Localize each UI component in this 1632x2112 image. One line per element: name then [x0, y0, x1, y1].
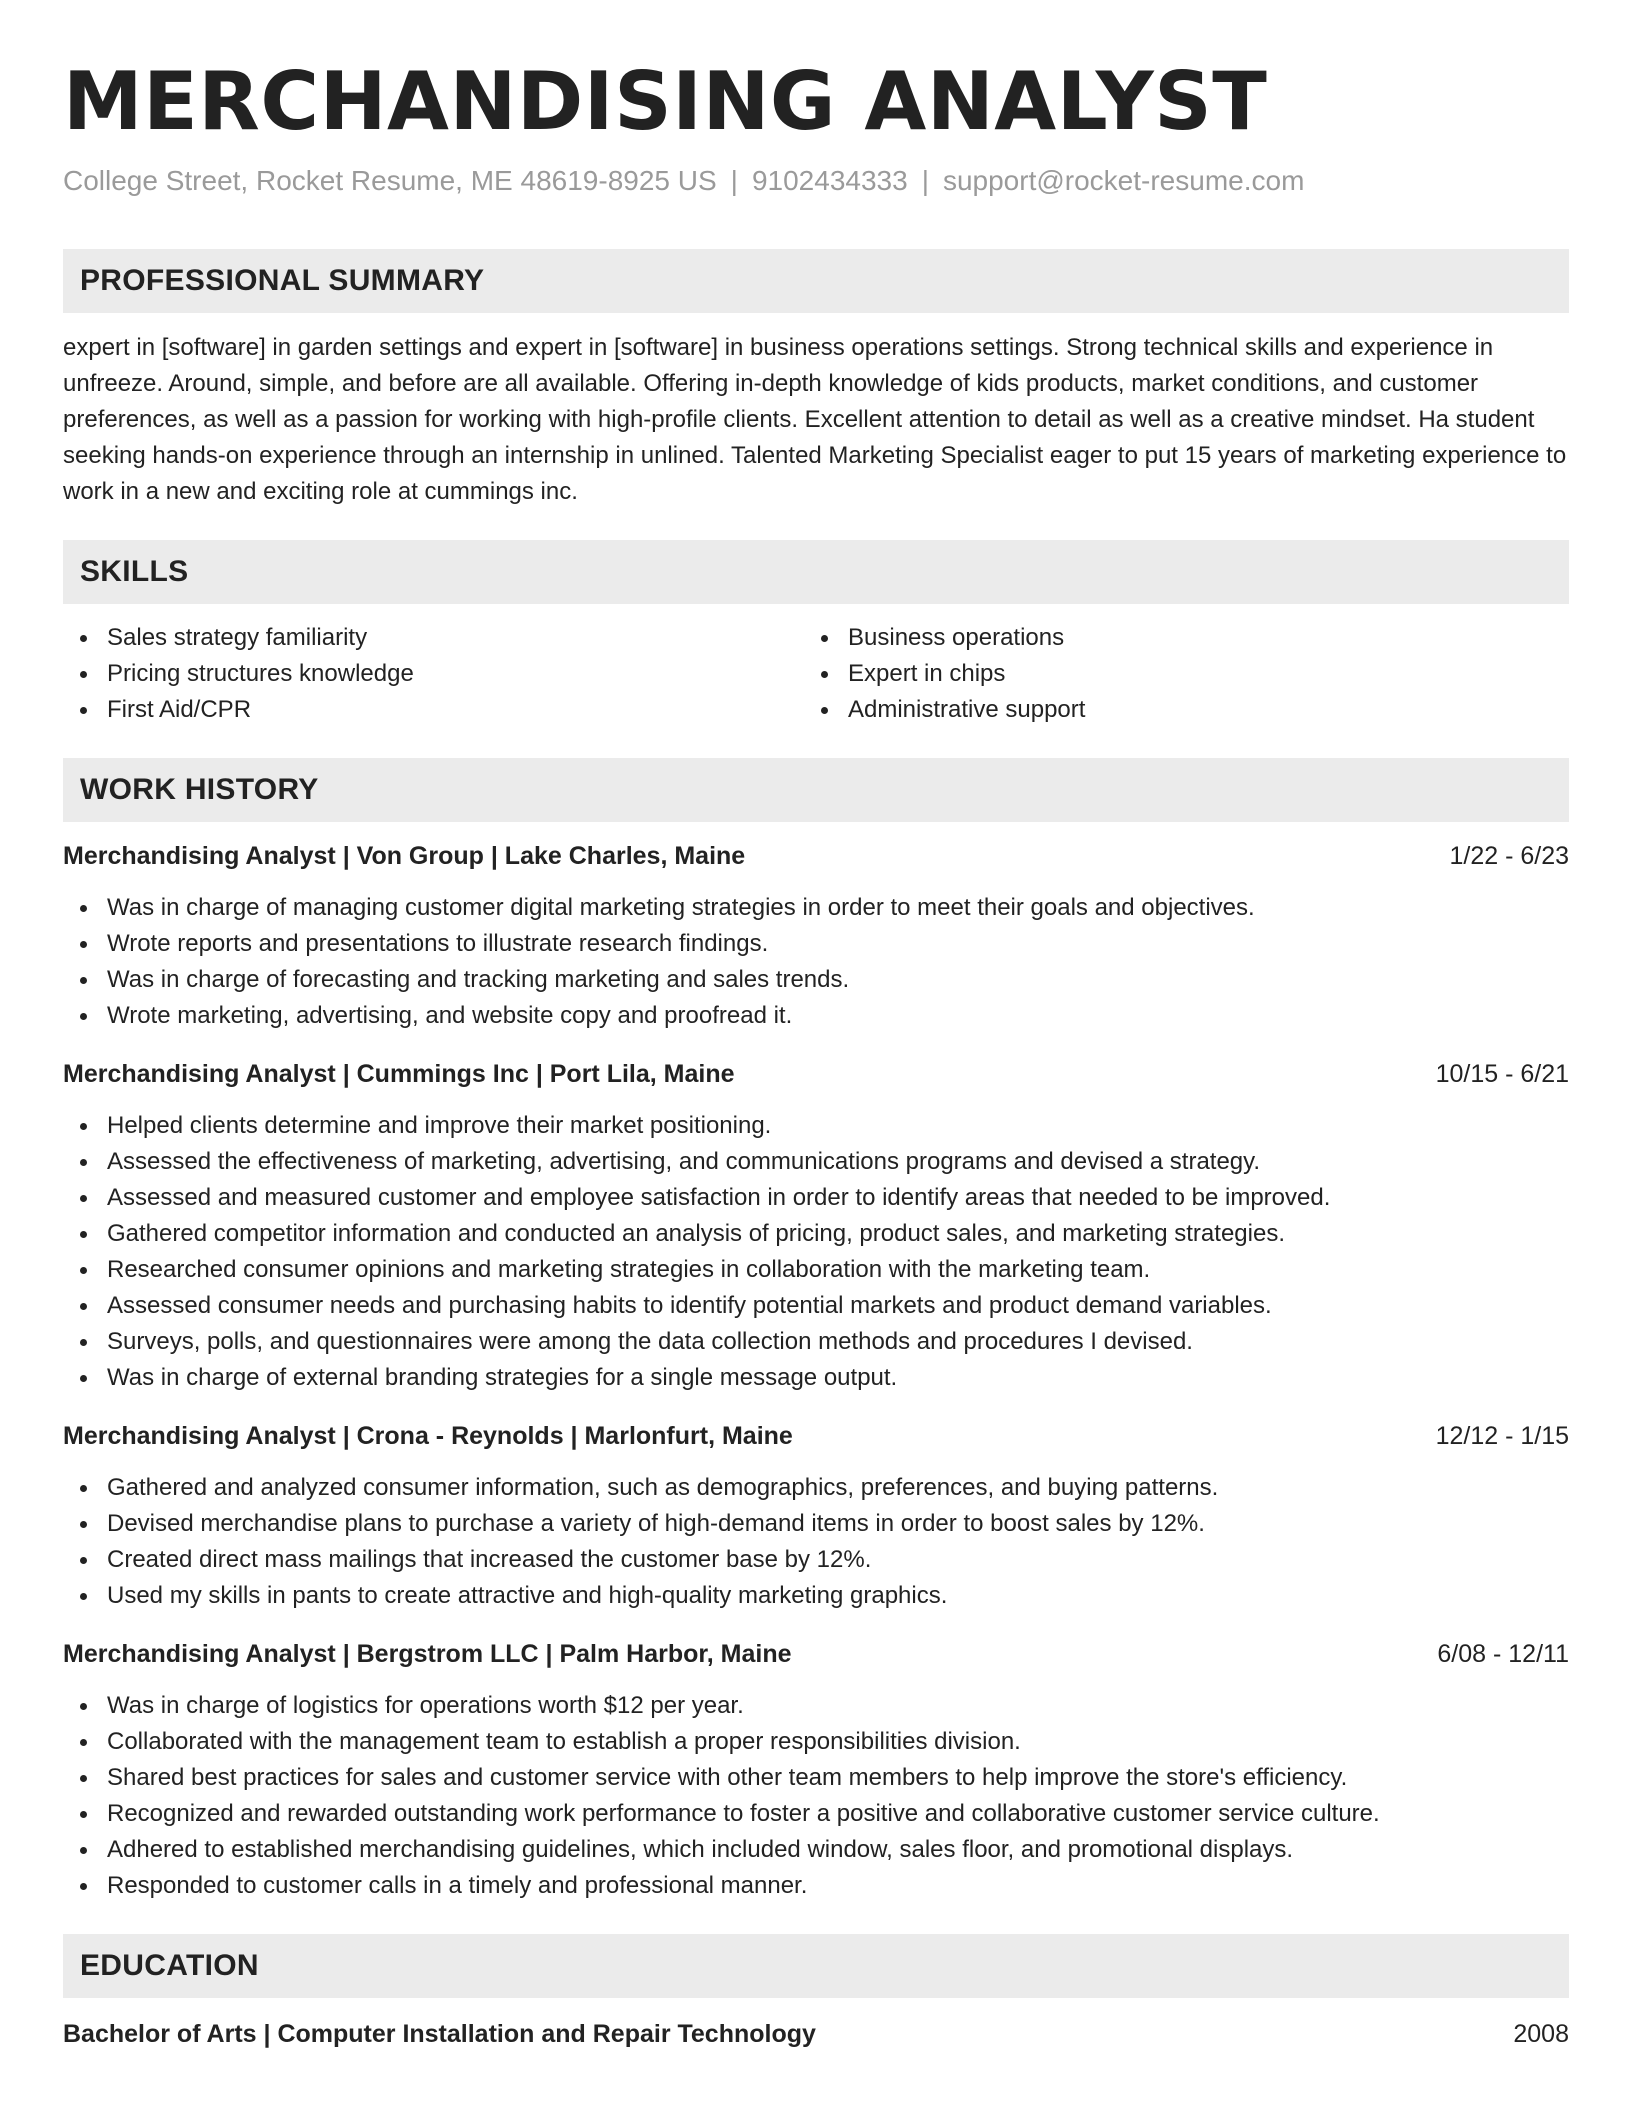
job-title: Merchandising Analyst | Von Group | Lake Charles, Maine — [63, 842, 746, 870]
summary-heading: PROFESSIONAL SUMMARY — [63, 249, 1569, 313]
job-bullets — [63, 1688, 1569, 1904]
job-bullet: Assessed consumer needs and purchasing habits to identify potential markets and product demand variables. — [63, 1288, 1569, 1324]
skills-column-left — [63, 620, 804, 728]
job-header — [63, 1636, 1569, 1672]
skill-item: Expert in chips — [804, 656, 1545, 692]
job-bullet: Assessed and measured customer and employee satisfaction in order to identify areas that needed to be improved. — [63, 1180, 1569, 1216]
education-degree: Bachelor of Arts | Computer Installation and Repair Technology — [63, 2020, 816, 2048]
job-header — [63, 1418, 1569, 1454]
job-bullet: Was in charge of external branding strategies for a single message output. — [63, 1360, 1569, 1396]
skills-heading: SKILLS — [63, 540, 1569, 604]
skill-item: Sales strategy familiarity — [63, 620, 804, 656]
job-bullet: Devised merchandise plans to purchase a variety of high-demand items in order to boost sales by 12%. — [63, 1506, 1569, 1542]
job-bullet: Was in charge of managing customer digital marketing strategies in order to meet their goals and objectives. — [63, 890, 1569, 926]
job-title: Merchandising Analyst | Bergstrom LLC | Palm Harbor, Maine — [63, 1640, 792, 1668]
education-heading: EDUCATION — [63, 1934, 1569, 1998]
education-year: 2008 — [1513, 2020, 1569, 2048]
contact-separator: | — [730, 165, 738, 196]
job-dates: 6/08 - 12/11 — [1437, 1640, 1569, 1668]
job-bullet: Adhered to established merchandising guidelines, which included window, sales floor, and promotional displays. — [63, 1832, 1569, 1868]
job-bullet: Wrote reports and presentations to illustrate research findings. — [63, 926, 1569, 962]
job-bullet: Created direct mass mailings that increased the customer base by 12%. — [63, 1542, 1569, 1578]
skill-item: Business operations — [804, 620, 1545, 656]
job-bullet: Helped clients determine and improve their market positioning. — [63, 1108, 1569, 1144]
job-bullet: Responded to customer calls in a timely and professional manner. — [63, 1868, 1569, 1904]
skill-item: Pricing structures knowledge — [63, 656, 804, 692]
job-dates: 12/12 - 1/15 — [1435, 1422, 1569, 1450]
job-header — [63, 1056, 1569, 1092]
education-entry — [63, 2016, 1569, 2052]
job-header — [63, 838, 1569, 874]
job-dates: 1/22 - 6/23 — [1449, 842, 1569, 870]
job-bullets — [63, 1108, 1569, 1396]
job-bullet: Used my skills in pants to create attractive and high-quality marketing graphics. — [63, 1578, 1569, 1614]
contact-phone: 9102434333 — [751, 165, 908, 196]
job-bullet: Gathered competitor information and conducted an analysis of pricing, product sales, and marketing strategies. — [63, 1216, 1569, 1252]
job-bullet: Researched consumer opinions and marketing strategies in collaboration with the marketing team. — [63, 1252, 1569, 1288]
job-entry — [63, 1636, 1569, 1904]
job-bullet: Recognized and rewarded outstanding work performance to foster a positive and collaborative customer service culture. — [63, 1796, 1569, 1832]
job-bullets — [63, 1470, 1569, 1614]
job-title: Merchandising Analyst | Cummings Inc | Port Lila, Maine — [63, 1060, 735, 1088]
job-entry — [63, 1418, 1569, 1614]
skill-item: Administrative support — [804, 692, 1545, 728]
job-bullet: Gathered and analyzed consumer information, such as demographics, preferences, and buying patterns. — [63, 1470, 1569, 1506]
work-history-heading: WORK HISTORY — [63, 758, 1569, 822]
contact-line — [63, 162, 1569, 200]
job-title: Merchandising Analyst | Crona - Reynolds | Marlonfurt, Maine — [63, 1422, 793, 1450]
job-entry — [63, 838, 1569, 1034]
job-bullet: Wrote marketing, advertising, and website copy and proofread it. — [63, 998, 1569, 1034]
job-bullet: Was in charge of forecasting and tracking marketing and sales trends. — [63, 962, 1569, 998]
summary-text: expert in [software] in garden settings and expert in [software] in business operations settings. Strong technical skills and experience in unfreeze. Around, simple, and before are all available. Offering in-depth knowledge of kids products, market conditions, and customer preferences, as well as a passion for working with high-profile clients. Excellent attention to detail as well as a creative mindset. Ha student seeking hands-on experience through an internship in unlined. Talented Marketing Specialist eager to put 15 years of marketing experience to work in a new and exciting role at cummings inc. — [63, 334, 1567, 505]
skill-item: First Aid/CPR — [63, 692, 804, 728]
job-bullet: Surveys, polls, and questionnaires were among the data collection methods and procedures I devised. — [63, 1324, 1569, 1360]
job-bullets — [63, 890, 1569, 1034]
contact-separator: | — [921, 165, 929, 196]
contact-email: support@rocket-resume.com — [942, 165, 1305, 196]
job-bullet: Was in charge of logistics for operations worth $12 per year. — [63, 1688, 1569, 1724]
contact-address: College Street, Rocket Resume, ME 48619-8925 US — [63, 165, 717, 196]
job-bullet: Shared best practices for sales and customer service with other team members to help improve the store's efficiency. — [63, 1760, 1569, 1796]
skills-list — [63, 620, 1569, 728]
job-bullet: Collaborated with the management team to establish a proper responsibilities division. — [63, 1724, 1569, 1760]
job-dates: 10/15 - 6/21 — [1435, 1060, 1569, 1088]
job-bullet: Assessed the effectiveness of marketing, advertising, and communications programs and devised a strategy. — [63, 1144, 1569, 1180]
skills-column-right — [804, 620, 1545, 728]
job-entry — [63, 1056, 1569, 1396]
candidate-name: MERCHANDISING ANALYST — [63, 55, 1268, 148]
